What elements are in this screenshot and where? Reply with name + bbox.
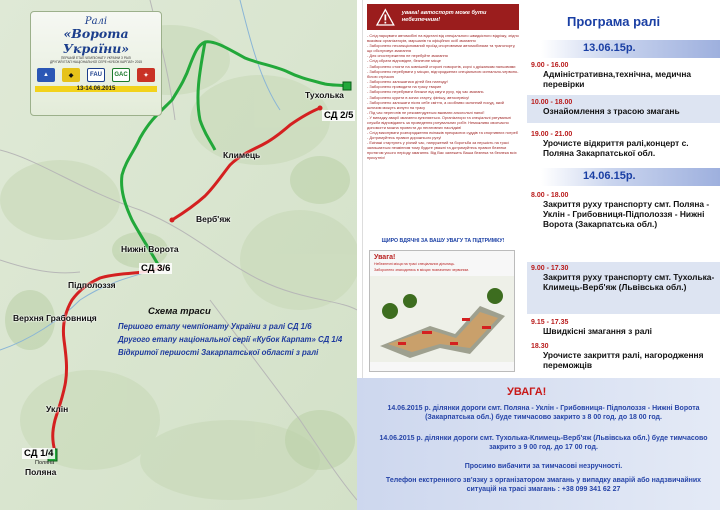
event-time: 8.00 - 18.00 <box>531 192 569 199</box>
safety-rules-list <box>367 34 519 234</box>
logo-subtitle-2: ДРУГИЙ ЕТАП НАЦІОНАЛЬНОЇ СЕРІЇ «КУБОК КАРПАТ» 2015 <box>49 60 143 64</box>
legend-row-1: Першого етапу чемпіонату України з ралі СД 1/6 <box>118 322 312 331</box>
safety-rule: - Заборонено курити в зонах старту, фінішу, автосервісу! <box>367 94 470 100</box>
program-event <box>531 62 720 89</box>
program-panel <box>527 0 720 380</box>
event-text: Урочисте відкриття ралі,концерт с. Поляна Закарпатської обл. <box>543 138 689 158</box>
town-label-verkhnia-hrabovnytsia: Верхня Грабовниця <box>13 313 97 323</box>
route-legend <box>118 306 346 361</box>
town-label-poliana: Поляна <box>25 467 57 477</box>
program-title: Програма ралі <box>567 14 661 29</box>
safety-rule: - Слід паркувати автомобілі на відстані від спеціального швидкісного відрізку, згідно вказівок організаторів, маршалів та офіційних осіб змагання <box>367 34 519 43</box>
town-label-tukholka: Тухолька <box>305 90 344 100</box>
federation-emblem-icon: ▲ <box>37 68 55 82</box>
stage-label-sd36: СД 3/6 <box>141 263 171 274</box>
logo-subtitle-1: ПЕРШИЙ ЕТАП ЧЕМПІОНАТУ УКРАЇНИ З РАЛІ <box>61 56 131 60</box>
safety-rule: - Слід обрати відповідне, безпечне місце <box>367 58 441 64</box>
notice-emergency-phone: Телефон екстренного зв'язку з організатором змагань у випадку аварій або надзвичайних ситуацій на трасі змагань : +38 099 341 62 27 <box>385 477 702 493</box>
danger-card-line-2: Заборонено знаходитись в місцях позначених червоним. <box>374 268 470 273</box>
danger-card-title: Увага! <box>374 254 396 261</box>
town-label-verbiazh: Верб'яж <box>196 214 231 224</box>
notice-apology: Просимо вибачити за тимчасові незручності. <box>464 463 623 470</box>
safety-rule: - Заборонено перебувати у місцях, відгороджених спеціальною сигнально-червоно-білою стрічкою <box>367 68 519 79</box>
logo-title-line1: Ралі <box>84 16 108 27</box>
route-map[interactable] <box>0 0 357 510</box>
rally-logo <box>30 11 162 116</box>
safety-rule: - Екіпажі стартують у різний час, напружений та боротьба за першість на трасі залишається незмінним тому будьте уважні та дотримуйтесь правил безпеки протягом усього періоду змагання. Від Вас залежить Ваша безпека та безпека всіх присутніх! <box>367 140 517 160</box>
logo-dates: 13-14.06.2015 <box>35 86 157 92</box>
town-label-uklin: Уклін <box>46 404 69 414</box>
danger-card-line-1: Небезпечні місця на трасі спеціальних дільниць. <box>374 262 456 266</box>
stage-label-sd25: СД 2/5 <box>324 110 354 121</box>
legend-title: Схема траси <box>148 306 211 317</box>
warning-title: увага! автоспорт може бути небезпечним! <box>401 10 487 23</box>
shield-emblem-icon: ◆ <box>62 68 80 82</box>
safety-rule: - Заборонено стояти на зовнішній стороні поворотів, корчі з дріжанкам пальовими <box>367 63 516 69</box>
event-text: Адміністративна,технічна, медична перевірки <box>543 69 692 89</box>
safety-rule: - Заборонено несанкціонований проїзд спортивними автомобілями та транспорту, що обслуговує змагання <box>367 43 516 53</box>
event-time: 19.00 - 21.00 <box>531 131 573 138</box>
town-label-klymets: Климець <box>223 150 261 160</box>
road-closure-notice <box>357 378 720 510</box>
notice-closure-2: 14.06.2015 р. ділянки дороги смт. Тухолька-Климець-Верб'яж (Львівська обл.) буде тимчасово закрито з 9 00 год. до 17 00 год. <box>379 435 708 451</box>
event-time: 9.00 - 17.30 <box>531 265 569 272</box>
event-time: 10.00 - 18.00 <box>531 99 573 106</box>
safety-rule: - Заборонено приводити на трасу тварин <box>367 84 442 89</box>
event-text: Закриття руху транспорту смт. Поляна - Уклін - Грибовниця-Підполоззя - Нижні Ворота (Закарпатська обл.) <box>543 199 710 229</box>
town-label-pidpolozzia: Підполоззя <box>68 280 116 290</box>
event-time: 18.30 <box>531 343 549 350</box>
stage-label-sd14: СД 1/4 <box>24 448 54 459</box>
legend-row-3: Відкритої першості Закарпатської області з ралі <box>118 348 319 357</box>
program-event <box>531 319 720 336</box>
event-time: 9.00 - 16.00 <box>531 62 569 69</box>
program-event <box>531 265 720 292</box>
coat-of-arms-icon: ✦ <box>137 68 155 82</box>
program-event <box>531 99 720 116</box>
safety-rule: - Заборонено залишатися дітей без нагляду! <box>367 78 448 84</box>
safety-rule: - Дотримуйтесь правил дорожнього руху! <box>367 135 442 140</box>
safety-rule: - У випадку аварії змагання зупиняється. Організатори та спеціальні рятувальні служби відповідають за проведення рятувальних робіт. Неможливо своєчасно допомогти можна провести до негативних наслідків! <box>367 115 512 130</box>
program-event <box>531 131 720 158</box>
town-label-poliana-small: Поляна <box>35 460 55 466</box>
day2-date: 14.06.15р. <box>583 170 636 182</box>
notice-closure-1: 14.06.2015 р. ділянки дороги смт. Поляна - Уклін - Грибовниця- Підполоззя - Нижні Ворота (Закарпатська обл.) буде тимчасово закрито з 8 00 год. до 18 00 год. <box>387 405 700 421</box>
warning-header <box>367 4 519 30</box>
event-text: Швидкісні змагання з ралі <box>543 326 653 336</box>
fau-logo-icon: FAU <box>87 68 105 82</box>
thanks-line: ЩИРО ВДЯЧНІ ЗА ВАШУ УВАГУ ТА ПІДТРИМКУ! <box>381 238 505 244</box>
day1-header <box>541 40 720 58</box>
safety-rule: - Для спостереження не перебуйте змагання <box>367 53 448 58</box>
logo-title-line2: «Ворота України» <box>62 26 130 56</box>
danger-zones-card <box>369 250 515 372</box>
town-label-nyzhni-vorota: Нижні Ворота <box>121 244 179 254</box>
legend-row-2: Другого етапу національної серії «Кубок Карпат» СД 1/4 <box>118 335 343 344</box>
safety-rule: - Заборонено залишати після себе сміття, а особливо склянний посуд, який шлячим можуть кинути на трасу <box>367 99 504 110</box>
event-text: Закриття руху транспорту смт. Тухолька-Климець-Верб'яж (Львівська обл.) <box>543 272 715 292</box>
safety-rule: - Під час перегонів не рекомендується вживати алкогольні напої! <box>367 109 485 115</box>
event-text: Урочисте закриття ралі, нагородження переможців <box>543 350 704 370</box>
gac-logo-icon: GAC <box>112 68 130 82</box>
sponsor-logos <box>35 68 157 82</box>
day2-header <box>541 168 720 186</box>
safety-rule: - Заборонено перебувати ближче від смуги руху, під час змагань <box>367 89 484 95</box>
warning-triangle-icon <box>375 6 396 28</box>
notice-title: УВАГА! <box>507 386 547 398</box>
track-illustration <box>370 276 514 362</box>
safety-rule: - Слід виконувати розпорядження екіпажів прекрасних суддів та спортивних потреб <box>367 129 518 135</box>
program-event <box>531 343 720 370</box>
day1-date: 13.06.15р. <box>583 42 636 54</box>
program-event <box>531 192 720 229</box>
event-time: 9.15 - 17.35 <box>531 319 569 326</box>
event-text: Ознайомлення з трасою змагань <box>543 106 680 116</box>
